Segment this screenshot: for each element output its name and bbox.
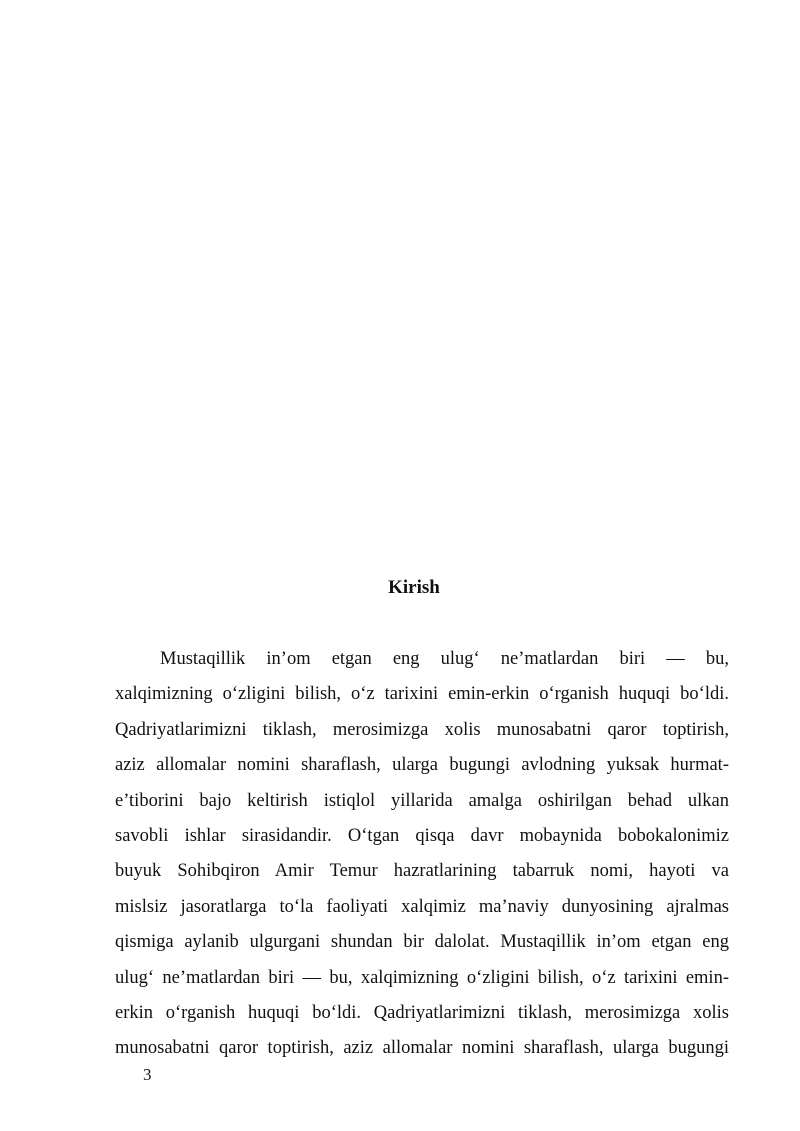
paragraph-line: munosabatni qaror toptirish, aziz allomalar nomini sharaflash, ularga bugungi bbox=[115, 1038, 729, 1059]
paragraph-line: xalqimizning o‘zligini bilish, o‘z tarixini emin-erkin o‘rganish huquqi bo‘ldi. bbox=[115, 684, 729, 705]
paragraph-line: erkin o‘rganish huquqi bo‘ldi. Qadriyatlarimizni tiklash, merosimizga xolis bbox=[115, 1002, 729, 1023]
paragraph-line: ulug‘ ne’matlardan biri — bu, xalqimizning o‘zligini bilish, o‘z tarixini emin- bbox=[115, 967, 729, 988]
paragraph-line: mislsiz jasoratlarga to‘la faoliyati xalqimiz ma’naviy dunyosining ajralmas bbox=[115, 896, 729, 917]
paragraph-line: buyuk Sohibqiron Amir Temur hazratlarining tabarruk nomi, hayoti va bbox=[115, 861, 729, 882]
paragraph-line: savobli ishlar sirasidandir. O‘tgan qisqa davr mobaynida bobokalonimiz bbox=[115, 825, 729, 846]
paragraph-line: aziz allomalar nomini sharaflash, ularga bugungi avlodning yuksak hurmat- bbox=[115, 755, 729, 776]
paragraph-line: qismiga aylanib ulgurgani shundan bir dalolat. Mustaqillik in’om etgan eng bbox=[115, 932, 729, 953]
paragraph-line: Qadriyatlarimizni tiklash, merosimizga xolis munosabatni qaror toptirish, bbox=[115, 719, 729, 740]
paragraph-line: Mustaqillik in’om etgan eng ulug‘ ne’matlardan biri — bu, bbox=[160, 649, 729, 669]
body-paragraph bbox=[115, 642, 729, 1067]
section-heading: Kirish bbox=[388, 577, 440, 598]
paragraph-line: e’tiborini bajo keltirish istiqlol yillarida amalga oshirilgan behad ulkan bbox=[115, 790, 729, 811]
page-number: 3 bbox=[143, 1065, 152, 1084]
